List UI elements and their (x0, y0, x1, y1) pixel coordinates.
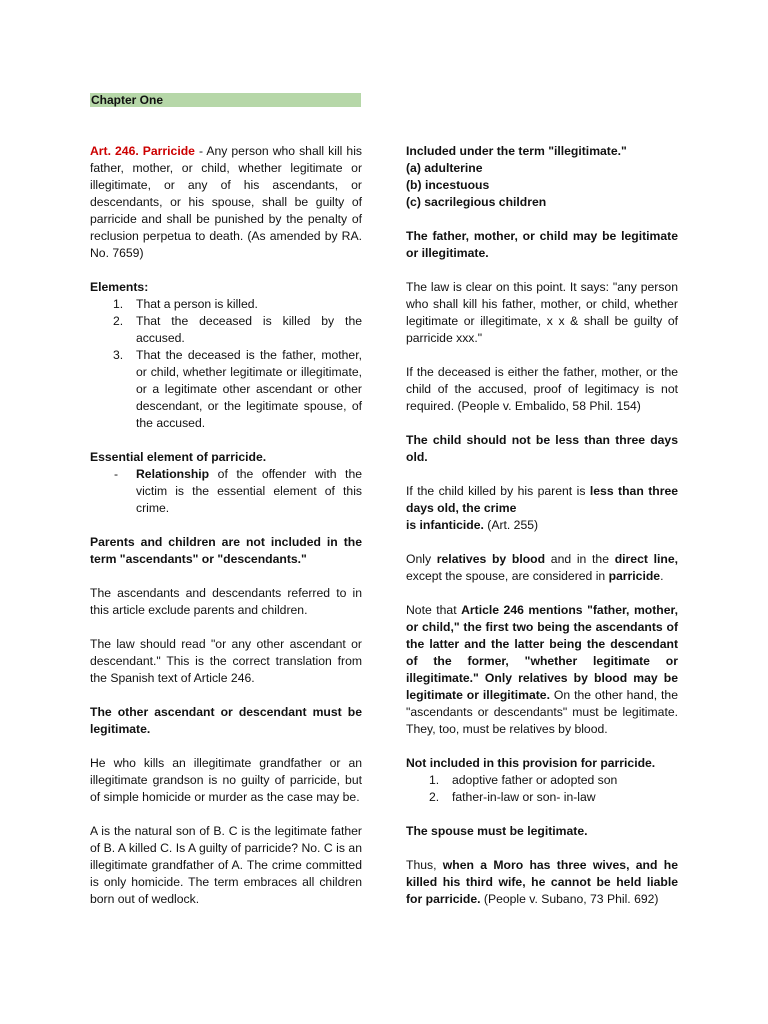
list-item: 3. That the deceased is the father, mother, or child, whether legitimate or illegitimate, or a legitimate other ascendant or other descendant, or the legitimate spouse, of the accused. (113, 348, 362, 430)
moro-paragraph: Thus, when a Moro has three wives, and he killed his third wife, he cannot be held liable for parricide. (People v. Subano, 73 Phil. 692) (406, 858, 678, 906)
relatives-paragraph: Only relatives by blood and in the direct line, except the spouse, are considered in parricide. (406, 552, 679, 583)
other-heading: The other ascendant or descendant must be legitimate. (90, 705, 362, 736)
elements-heading: Elements: (90, 280, 149, 294)
infanticide-paragraph: If the child killed by his parent is less than three days old, the crime is infanticide. (Art. 255) (406, 484, 678, 532)
left-column (90, 143, 362, 925)
essential-list (90, 466, 362, 517)
not-included-heading: Not included in this provision for parricide. (406, 756, 656, 770)
included-a: (a) adulterine (406, 161, 483, 175)
list-item: 1. That a person is killed. (113, 297, 258, 311)
ascendants-paragraph: The ascendants and descendants referred to in this article exclude parents and children. (90, 586, 362, 617)
chapter-title: Chapter One (90, 93, 361, 107)
grandfather-paragraph: He who kills an illegitimate grandfather or an illegitimate grandson is no guilty of parricide, but of simple homicide or murder as the case may be. (90, 756, 362, 804)
parents-heading: Parents and children are not included in the term "ascendants" or "descendants." (90, 535, 362, 566)
list-item: 1. adoptive father or adopted son (429, 773, 618, 787)
essential-heading: Essential element of parricide. (90, 450, 267, 464)
list-item: - Relationship of the offender with the victim is the essential element of this crime. (114, 467, 362, 515)
included-heading: Included under the term "illegitimate." (406, 144, 627, 158)
child-heading: The child should not be less than three days old. (406, 433, 678, 464)
deceased-paragraph: If the deceased is either the father, mother, or the child of the accused, proof of legitimacy is not required. (People v. Embalido, 58 Phil. 154) (406, 365, 678, 413)
article-heading: Art. 246. Parricide (90, 144, 195, 158)
included-c: (c) sacrilegious children (406, 195, 547, 209)
article-246-paragraph (90, 143, 362, 262)
article-text: - Any person who shall kill his father, mother, or child, whether legitimate or illegitimate, or any of his ascendants, or descendants, or his spouse, shall be guilty of parricide and shall be punished by the penalty of reclusion perpetua to death. (As amended by RA. No. 7659) (90, 144, 362, 260)
law-clear-paragraph: The law is clear on this point. It says: "any person who shall kill his father, mother, or child, whether legitimate or illegitimate, x x & shall be guilty of parricide xxx." (406, 280, 678, 345)
natural-son-paragraph: A is the natural son of B. C is the legitimate father of B. A killed C. Is A guilty of parricide? No. C is an illegitimate grandfather of A. The crime committed is only homicide. The term embraces all children born out of wedlock. (90, 824, 362, 906)
list-item: 2. That the deceased is killed by the accused. (113, 314, 362, 345)
note-paragraph: Note that Article 246 mentions "father, mother, or child," the first two being the ascendants of the latter and the latter being the descendant of the former, "whether legitimate or illegitimate." Only relatives by blood may be legitimate or illegitimate. On the other hand, the "ascendants or descendants" must be legitimate. They, too, must be relatives by blood. (406, 603, 678, 736)
spouse-heading: The spouse must be legitimate. (406, 824, 588, 838)
included-b: (b) incestuous (406, 178, 490, 192)
not-included-list (406, 772, 678, 806)
included-block (406, 143, 678, 211)
elements-list (90, 296, 362, 432)
right-column (406, 143, 678, 925)
law-paragraph: The law should read "or any other ascendant or descendant." This is the correct translation from the Spanish text of Article 246. (90, 637, 362, 685)
list-item: 2. father-in-law or son- in-law (429, 790, 596, 804)
fmc-heading: The father, mother, or child may be legitimate or illegitimate. (406, 229, 678, 260)
